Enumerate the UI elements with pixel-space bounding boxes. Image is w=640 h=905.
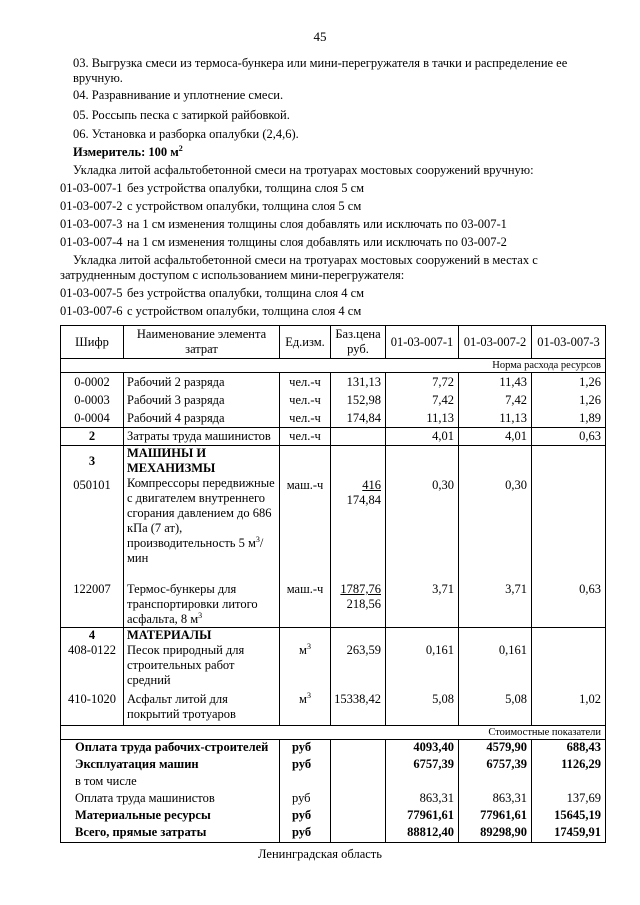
header-col2: 01-03-007-2 [459, 326, 532, 359]
table-row: 3 МАШИНЫ И МЕХАНИЗМЫ [61, 446, 606, 477]
section2-title: Укладка литой асфальтобетонной смеси на тротуарах мостовых сооружений в местах с [73, 253, 538, 267]
section1-code: 01-03-007-3 [60, 217, 123, 231]
total-row: Оплата труда рабочих-строителей руб 4093,40 4579,90 688,43 [61, 740, 606, 758]
section1-title: Укладка литой асфальтобетонной смеси на тротуарах мостовых сооружений вручную: [73, 163, 534, 177]
header-col3: 01-03-007-3 [532, 326, 606, 359]
header-col1: 01-03-007-1 [386, 326, 459, 359]
section2-code: 01-03-007-5 [60, 286, 123, 300]
total-row: Эксплуатация машин руб 6757,39 6757,39 1126,29 [61, 757, 606, 774]
section1-desc: без устройства опалубки, толщина слоя 5 см [127, 181, 365, 195]
work-item-3: 05. Россыпь песка с затиркой райбовкой. [73, 108, 290, 122]
table-row: 050101 Компрессоры передвижные с двигателем внутреннего сгорания давлением до 686 кПа (7 ат), производительность 5 $м^3$/мин маш.-ч 416 174,84 0,30 0,30 [61, 476, 606, 582]
total-row: Всего, прямые затраты руб 88812,40 89298,90 17459,91 [61, 825, 606, 843]
table-row: 0-0002 Рабочий 2 разряда чел.-ч 131,13 7,72 11,43 1,26 [61, 373, 606, 392]
work-item-2: 04. Разравнивание и уплотнение смеси. [73, 88, 284, 102]
header-name: Наименование элемента затрат [124, 326, 280, 359]
footer-region: Ленинградская область [258, 847, 382, 861]
table-row: 4 МАТЕРИАЛЫ [61, 628, 606, 644]
total-row: Материальные ресурсы руб 77961,61 77961,61 15645,19 [61, 808, 606, 825]
section1-code: 01-03-007-2 [60, 199, 123, 213]
work-item-4: 06. Установка и разборка опалубки (2,4,6). [73, 127, 299, 141]
section2-desc: без устройства опалубки, толщина слоя 4 см [127, 286, 365, 300]
work-item-1: 03. Выгрузка смеси из термоса-бункера или мини-перегружателя в тачки и распределение ее вручную. [73, 56, 568, 85]
table-row: 122007 Термос-бункеры для транспортировки литого асфальта, 8 $м^3$ маш.-ч 1787,76 218,56 3,71 3,71 0,63 [61, 582, 606, 628]
section2-title-cont: затрудненным доступом с использованием мини-перегружателя: [60, 268, 405, 282]
header-code: Шифр [61, 326, 124, 359]
table-row: 0-0003 Рабочий 3 разряда чел.-ч 152,98 7,42 7,42 1,26 [61, 391, 606, 409]
header-price: Баз.цена руб. [331, 326, 386, 359]
total-row: в том числе [61, 774, 606, 791]
norm-label: Норма расхода ресурсов [61, 359, 606, 373]
page-number: 45 [313, 29, 327, 44]
table-row: 2 Затраты труда машинистов чел.-ч 4,01 4,01 0,63 [61, 428, 606, 446]
table-row: 0-0004 Рабочий 4 разряда чел.-ч 174,84 11,13 11,13 1,89 [61, 409, 606, 428]
header-unit: Ед.изм. [280, 326, 331, 359]
section1-code: 01-03-007-1 [60, 181, 123, 195]
section1-desc: на 1 см изменения толщины слоя добавлять или исключать по 03-007-2 [127, 235, 507, 249]
section1-desc: на 1 см изменения толщины слоя добавлять или исключать по 03-007-1 [127, 217, 507, 231]
table-row: 410-1020 Асфальт литой для покрытий тротуаров $м^3$ 15338,42 5,08 5,08 1,02 [61, 692, 606, 726]
resources-table [60, 325, 606, 843]
section1-code: 01-03-007-4 [60, 235, 123, 249]
section1-desc: с устройством опалубки, толщина слоя 5 см [127, 199, 362, 213]
section2-code: 01-03-007-6 [60, 304, 123, 318]
cost-label: Стоимостные показатели [61, 726, 606, 740]
total-row: Оплата труда машинистов руб 863,31 863,31 137,69 [61, 791, 606, 808]
section2-desc: с устройством опалубки, толщина слоя 4 см [127, 304, 362, 318]
measure-unit: Измеритель: 100 $м^2$ [73, 143, 183, 159]
table-row: 408-0122 Песок природный для строительных работ средний $м^3$ 263,59 0,161 0,161 [61, 643, 606, 692]
